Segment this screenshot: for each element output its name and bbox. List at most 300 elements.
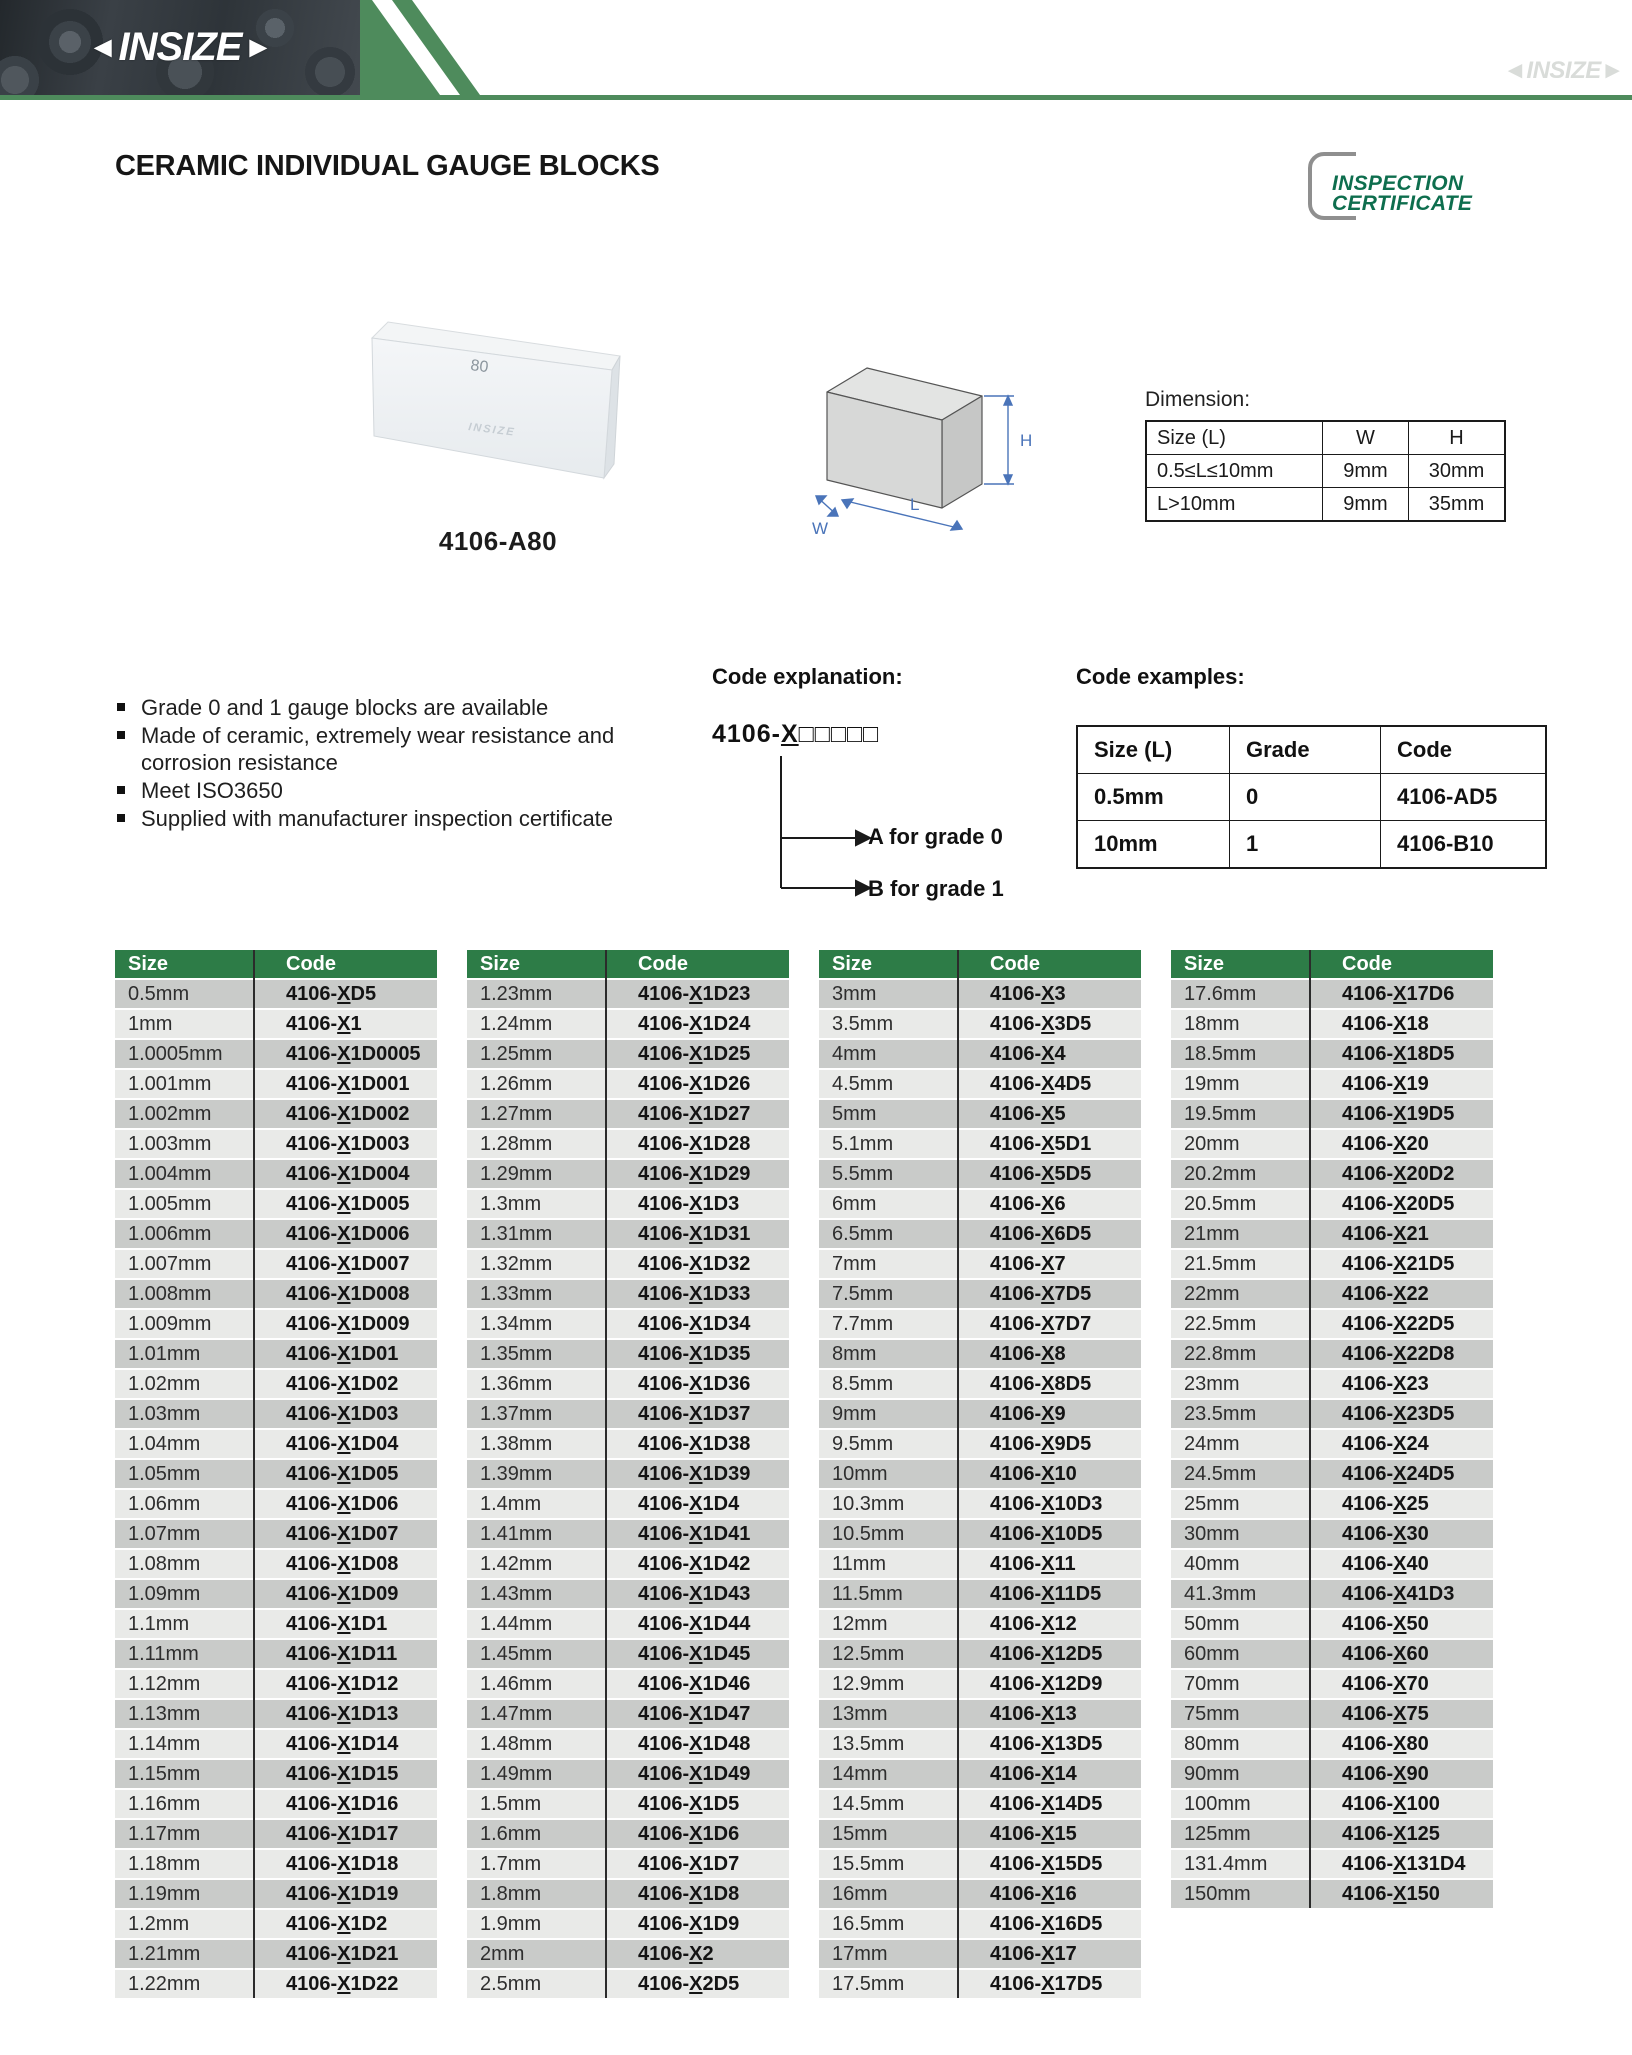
table-cell: 1.29mm xyxy=(467,1160,618,1188)
table-cell: 1.6mm xyxy=(467,1820,618,1848)
table-cell: 1.13mm xyxy=(115,1700,266,1728)
column-header: Size (L) xyxy=(1077,726,1230,774)
table-cell: 1.11mm xyxy=(115,1640,266,1668)
table-cell: 13mm xyxy=(819,1700,970,1728)
code-cell: 4106-X22 xyxy=(1322,1280,1493,1308)
code-cell: 4106-X1D28 xyxy=(618,1130,789,1158)
table-row xyxy=(115,1640,437,1668)
block-marking: 80 xyxy=(469,357,490,377)
table-cell: 10mm xyxy=(1077,821,1230,869)
code-cell: 4106-X10D5 xyxy=(970,1520,1141,1548)
code-examples-heading: Code examples: xyxy=(1076,664,1245,689)
diagram-label-w: W xyxy=(812,519,829,538)
table-row xyxy=(819,1940,1141,1968)
table-row xyxy=(467,1250,789,1278)
code-cell: 4106-X1D31 xyxy=(618,1220,789,1248)
block-brand-marking: INSIZE xyxy=(467,421,517,439)
code-cell: 4106-X1D24 xyxy=(618,1010,789,1038)
code-cell: 4106-X9D5 xyxy=(970,1430,1141,1458)
table-row xyxy=(1171,1730,1493,1758)
column-header: Code xyxy=(1381,726,1547,774)
table-row xyxy=(467,1040,789,1068)
table-cell: 1.24mm xyxy=(467,1010,618,1038)
table-row xyxy=(115,1040,437,1068)
table-row xyxy=(819,1790,1141,1818)
table-cell: 9mm xyxy=(1323,488,1409,522)
table-cell: 9.5mm xyxy=(819,1430,970,1458)
table-row xyxy=(115,1670,437,1698)
table-row xyxy=(115,1070,437,1098)
table-cell: 1.9mm xyxy=(467,1910,618,1938)
table-row xyxy=(1171,1790,1493,1818)
code-cell: 4106-X75 xyxy=(1322,1700,1493,1728)
table-row xyxy=(1171,1490,1493,1518)
table-row xyxy=(467,1760,789,1788)
table-cell: 5mm xyxy=(819,1100,970,1128)
table-cell: 25mm xyxy=(1171,1490,1322,1518)
table-row xyxy=(467,1010,789,1038)
table-cell: 1.08mm xyxy=(115,1550,266,1578)
table-cell: 24mm xyxy=(1171,1430,1322,1458)
badge-line1: INSPECTION xyxy=(1332,172,1464,195)
table-row xyxy=(819,1130,1141,1158)
code-cell: 4106-X1D23 xyxy=(618,980,789,1008)
code-explanation-heading: Code explanation: xyxy=(712,664,903,689)
table-cell: 125mm xyxy=(1171,1820,1322,1848)
table-cell: 1.4mm xyxy=(467,1490,618,1518)
code-cell: 4106-X1D006 xyxy=(266,1220,437,1248)
column-header-size: Size xyxy=(819,950,970,978)
code-cell: 4106-X19 xyxy=(1322,1070,1493,1098)
table-cell: 60mm xyxy=(1171,1640,1322,1668)
code-cell: 4106-X1D36 xyxy=(618,1370,789,1398)
table-row xyxy=(819,1460,1141,1488)
table-row xyxy=(819,1520,1141,1548)
code-cell: 4106-X20 xyxy=(1322,1130,1493,1158)
table-row xyxy=(819,1880,1141,1908)
logo-right-arrow-icon: ► xyxy=(243,30,273,64)
table-cell: 1.006mm xyxy=(115,1220,266,1248)
gauge-block-photo xyxy=(358,312,638,522)
table-cell: 14mm xyxy=(819,1760,970,1788)
table-row xyxy=(467,1580,789,1608)
code-cell: 4106-X19D5 xyxy=(1322,1100,1493,1128)
table-row xyxy=(467,1970,789,1998)
table-row xyxy=(467,1160,789,1188)
table-row xyxy=(1171,1520,1493,1548)
code-cell: 4106-X13 xyxy=(970,1700,1141,1728)
column-header-code: Code xyxy=(1322,950,1493,978)
code-cell: 4106-X8D5 xyxy=(970,1370,1141,1398)
code-cell: 4106-X7D5 xyxy=(970,1280,1141,1308)
table-cell: 7.5mm xyxy=(819,1280,970,1308)
code-cell: 4106-X20D5 xyxy=(1322,1190,1493,1218)
table-row xyxy=(819,1670,1141,1698)
table-row xyxy=(115,1820,437,1848)
table-cell: 3mm xyxy=(819,980,970,1008)
table-cell: 1.03mm xyxy=(115,1400,266,1428)
table-cell: 22mm xyxy=(1171,1280,1322,1308)
badge-line2: CERTIFICATE xyxy=(1332,192,1473,215)
table-cell: 11mm xyxy=(819,1550,970,1578)
table-cell: 1.09mm xyxy=(115,1580,266,1608)
table-row xyxy=(1171,980,1493,1008)
table-cell: 1.36mm xyxy=(467,1370,618,1398)
table-cell: 10mm xyxy=(819,1460,970,1488)
table-cell: 1.008mm xyxy=(115,1280,266,1308)
table-cell: 10.3mm xyxy=(819,1490,970,1518)
table-cell: 15mm xyxy=(819,1820,970,1848)
table-cell: 1.15mm xyxy=(115,1760,266,1788)
table-cell: 1.01mm xyxy=(115,1340,266,1368)
table-row xyxy=(1171,1340,1493,1368)
table-cell: 1mm xyxy=(115,1010,266,1038)
code-cell: 4106-X1D12 xyxy=(266,1670,437,1698)
feature-item: Grade 0 and 1 gauge blocks are available xyxy=(115,694,635,721)
table-row xyxy=(1171,1160,1493,1188)
code-cell: 4106-X1D33 xyxy=(618,1280,789,1308)
table-row xyxy=(115,1610,437,1638)
table-row xyxy=(115,1850,437,1878)
table-row xyxy=(467,1820,789,1848)
table-row xyxy=(115,1880,437,1908)
table-row xyxy=(467,1130,789,1158)
table-cell: 1.02mm xyxy=(115,1370,266,1398)
table-cell: 40mm xyxy=(1171,1550,1322,1578)
table-cell: 17.5mm xyxy=(819,1970,970,1998)
header-divider-line xyxy=(0,95,1632,100)
code-cell: 4106-X4D5 xyxy=(970,1070,1141,1098)
table-cell: 7mm xyxy=(819,1250,970,1278)
table-row xyxy=(467,1100,789,1128)
code-cell: 4106-X1D16 xyxy=(266,1790,437,1818)
code-cell: 4106-X1D7 xyxy=(618,1850,789,1878)
table-row xyxy=(115,1460,437,1488)
code-cell: 4106-X1D38 xyxy=(618,1430,789,1458)
code-cell: 4106-X1D14 xyxy=(266,1730,437,1758)
code-cell: 4106-X8 xyxy=(970,1340,1141,1368)
table-cell: 1.07mm xyxy=(115,1520,266,1548)
table-row xyxy=(467,1190,789,1218)
table-cell: 1.21mm xyxy=(115,1940,266,1968)
code-cell: 4106-X1D007 xyxy=(266,1250,437,1278)
table-row xyxy=(467,1070,789,1098)
code-cell: 4106-X1D37 xyxy=(618,1400,789,1428)
table-cell: 1.49mm xyxy=(467,1760,618,1788)
column-divider-line xyxy=(1309,950,1311,1908)
code-cell: 4106-X1D47 xyxy=(618,1700,789,1728)
code-cell: 4106-X131D4 xyxy=(1322,1850,1493,1878)
table-cell: 1.0005mm xyxy=(115,1040,266,1068)
code-cell: 4106-X1D8 xyxy=(618,1880,789,1908)
code-cell: 4106-X7D7 xyxy=(970,1310,1141,1338)
table-cell: 4mm xyxy=(819,1040,970,1068)
table-cell: 21mm xyxy=(1171,1220,1322,1248)
table-cell: 8mm xyxy=(819,1340,970,1368)
table-row xyxy=(819,1580,1141,1608)
table-cell: 20.5mm xyxy=(1171,1190,1322,1218)
column-header: H xyxy=(1409,421,1506,455)
code-cell: 4106-X12D9 xyxy=(970,1670,1141,1698)
table-cell: 16mm xyxy=(819,1880,970,1908)
table-cell: 1.003mm xyxy=(115,1130,266,1158)
product-code-label: 4106-A80 xyxy=(438,526,558,556)
code-cell: 4106-X12D5 xyxy=(970,1640,1141,1668)
table-row xyxy=(819,1010,1141,1038)
table-header-row xyxy=(819,950,1141,978)
table-row xyxy=(1171,1550,1493,1578)
column-divider-line xyxy=(957,950,959,1998)
code-cell: 4106-X1D25 xyxy=(618,1040,789,1068)
table-row xyxy=(819,1700,1141,1728)
table-row xyxy=(115,1520,437,1548)
table-row xyxy=(1146,455,1505,488)
table-cell: 1.004mm xyxy=(115,1160,266,1188)
table-cell: 1.18mm xyxy=(115,1850,266,1878)
table-cell: 35mm xyxy=(1409,488,1506,522)
table-row xyxy=(115,1490,437,1518)
table-row xyxy=(1171,1850,1493,1878)
table-row xyxy=(1171,1310,1493,1338)
code-cell: 4106-X1D41 xyxy=(618,1520,789,1548)
table-row xyxy=(1171,1040,1493,1068)
table-row xyxy=(467,980,789,1008)
code-cell: 4106-X13D5 xyxy=(970,1730,1141,1758)
table-cell: 23mm xyxy=(1171,1370,1322,1398)
table-cell: 1.001mm xyxy=(115,1070,266,1098)
table-cell: 24.5mm xyxy=(1171,1460,1322,1488)
code-examples-table xyxy=(1076,725,1547,869)
table-cell: 100mm xyxy=(1171,1790,1322,1818)
feature-item: Made of ceramic, extremely wear resistance and corrosion resistance xyxy=(115,722,635,776)
table-cell: 23.5mm xyxy=(1171,1400,1322,1428)
table-row xyxy=(467,1340,789,1368)
code-cell: 4106-X1D05 xyxy=(266,1460,437,1488)
table-cell: 30mm xyxy=(1171,1520,1322,1548)
table-row xyxy=(819,1760,1141,1788)
table-row xyxy=(819,1370,1141,1398)
code-cell: 4106-X21D5 xyxy=(1322,1250,1493,1278)
table-row xyxy=(467,1460,789,1488)
table-row xyxy=(467,1940,789,1968)
code-cell: 4106-X50 xyxy=(1322,1610,1493,1638)
table-row xyxy=(1171,1100,1493,1128)
code-cell: 4106-X125 xyxy=(1322,1820,1493,1848)
page-title: CERAMIC INDIVIDUAL GAUGE BLOCKS xyxy=(115,150,660,182)
code-cell: 4106-X3 xyxy=(970,980,1141,1008)
code-cell: 4106-X80 xyxy=(1322,1730,1493,1758)
table-cell: 30mm xyxy=(1409,455,1506,488)
table-cell: 1.37mm xyxy=(467,1400,618,1428)
table-row xyxy=(1171,1010,1493,1038)
table-row xyxy=(1171,1130,1493,1158)
code-cell: 4106-X1D009 xyxy=(266,1310,437,1338)
insize-watermark: ◄INSIZE► xyxy=(1503,57,1624,84)
table-cell: 20mm xyxy=(1171,1130,1322,1158)
code-cell: 4106-X18D5 xyxy=(1322,1040,1493,1068)
code-cell: 4106-X1D003 xyxy=(266,1130,437,1158)
table-header-row xyxy=(467,950,789,978)
code-cell: 4106-X23 xyxy=(1322,1370,1493,1398)
table-cell: 5.1mm xyxy=(819,1130,970,1158)
table-row xyxy=(1077,821,1546,869)
code-cell: 4106-X1D01 xyxy=(266,1340,437,1368)
code-cell: 4106-X5D5 xyxy=(970,1160,1141,1188)
table-cell: 1.28mm xyxy=(467,1130,618,1158)
table-cell: 1.27mm xyxy=(467,1100,618,1128)
table-cell: 1.45mm xyxy=(467,1640,618,1668)
insize-logo xyxy=(88,25,272,70)
size-code-table-4 xyxy=(1171,948,1493,1910)
table-row xyxy=(467,1310,789,1338)
table-cell: 1.04mm xyxy=(115,1430,266,1458)
code-cell: 4106-X1D44 xyxy=(618,1610,789,1638)
code-cell: 4106-X100 xyxy=(1322,1790,1493,1818)
table-cell: 150mm xyxy=(1171,1880,1322,1908)
code-cell: 4106-X1D11 xyxy=(266,1640,437,1668)
table-cell: 0.5mm xyxy=(1077,774,1230,821)
table-row xyxy=(467,1790,789,1818)
table-row xyxy=(819,1550,1141,1578)
table-cell: 2.5mm xyxy=(467,1970,618,1998)
code-cell: 4106-X25 xyxy=(1322,1490,1493,1518)
table-cell: 70mm xyxy=(1171,1670,1322,1698)
table-cell: 1.33mm xyxy=(467,1280,618,1308)
table-row xyxy=(819,1640,1141,1668)
table-row xyxy=(1171,1400,1493,1428)
table-cell: 16.5mm xyxy=(819,1910,970,1938)
table-row xyxy=(115,1700,437,1728)
code-cell: 4106-X1D18 xyxy=(266,1850,437,1878)
table-row xyxy=(1171,1250,1493,1278)
table-cell: 14.5mm xyxy=(819,1790,970,1818)
code-cell: 4106-X1D15 xyxy=(266,1760,437,1788)
table-row xyxy=(467,1640,789,1668)
code-cell: 4106-X40 xyxy=(1322,1550,1493,1578)
column-header: Size (L) xyxy=(1146,421,1323,455)
table-row xyxy=(115,1370,437,1398)
table-cell: 1 xyxy=(1230,821,1381,869)
code-cell: 4106-X1D27 xyxy=(618,1100,789,1128)
table-cell: 22.8mm xyxy=(1171,1340,1322,1368)
code-cell: 4106-X12 xyxy=(970,1610,1141,1638)
table-cell: 1.2mm xyxy=(115,1910,266,1938)
table-cell: 1.34mm xyxy=(467,1310,618,1338)
table-cell: 1.46mm xyxy=(467,1670,618,1698)
table-row xyxy=(1171,1610,1493,1638)
code-cell: 4106-X21 xyxy=(1322,1220,1493,1248)
table-cell: 1.44mm xyxy=(467,1610,618,1638)
code-cell: 4106-X1D1 xyxy=(266,1610,437,1638)
table-header-row xyxy=(1146,421,1505,455)
table-cell: 13.5mm xyxy=(819,1730,970,1758)
table-row xyxy=(1171,1280,1493,1308)
table-cell: 7.7mm xyxy=(819,1310,970,1338)
table-row xyxy=(115,1250,437,1278)
table-row xyxy=(115,1940,437,1968)
table-row xyxy=(115,1280,437,1308)
code-cell: 4106-X4 xyxy=(970,1040,1141,1068)
table-cell: 1.26mm xyxy=(467,1070,618,1098)
code-cell: 4106-X41D3 xyxy=(1322,1580,1493,1608)
table-row xyxy=(467,1550,789,1578)
table-row xyxy=(115,1400,437,1428)
table-row xyxy=(819,1250,1141,1278)
code-cell: 4106-X3D5 xyxy=(970,1010,1141,1038)
inspection-certificate-badge xyxy=(1308,152,1518,218)
table-row xyxy=(115,1340,437,1368)
table-cell: 21.5mm xyxy=(1171,1250,1322,1278)
code-cell: 4106-X1D22 xyxy=(266,1970,437,1998)
table-cell: 1.007mm xyxy=(115,1250,266,1278)
code-cell: 4106-X16D5 xyxy=(970,1910,1141,1938)
code-cell: 4106-X1D04 xyxy=(266,1430,437,1458)
code-pattern: 4106-X□□□□□ xyxy=(712,720,880,748)
table-cell: 19mm xyxy=(1171,1070,1322,1098)
dimension-heading: Dimension: xyxy=(1145,388,1251,411)
header-machinery-photo xyxy=(0,0,360,95)
size-code-table-2 xyxy=(467,948,789,2000)
code-cell: 4106-X1D49 xyxy=(618,1760,789,1788)
table-row xyxy=(1171,1220,1493,1248)
table-cell: 8.5mm xyxy=(819,1370,970,1398)
code-cell: 4106-X1D42 xyxy=(618,1550,789,1578)
code-cell: 4106-X15D5 xyxy=(970,1850,1141,1878)
table-cell: 2mm xyxy=(467,1940,618,1968)
code-cell: 4106-X1D5 xyxy=(618,1790,789,1818)
table-row xyxy=(819,1820,1141,1848)
column-header: Grade xyxy=(1230,726,1381,774)
table-row xyxy=(819,1490,1141,1518)
code-cell: 4106-X20D2 xyxy=(1322,1160,1493,1188)
table-cell: 1.17mm xyxy=(115,1820,266,1848)
dimension-diagram xyxy=(812,358,1047,540)
table-cell: 1.31mm xyxy=(467,1220,618,1248)
code-cell: 4106-X2 xyxy=(618,1940,789,1968)
table-cell: 18.5mm xyxy=(1171,1040,1322,1068)
table-cell: 3.5mm xyxy=(819,1010,970,1038)
size-code-table-3 xyxy=(819,948,1141,2000)
code-cell: 4106-X1D08 xyxy=(266,1550,437,1578)
table-row xyxy=(1146,488,1505,522)
table-cell: 1.42mm xyxy=(467,1550,618,1578)
table-row xyxy=(1171,1670,1493,1698)
code-cell: 4106-X60 xyxy=(1322,1640,1493,1668)
code-cell: 4106-X1D9 xyxy=(618,1910,789,1938)
code-cell: 4106-X9 xyxy=(970,1400,1141,1428)
code-cell: 4106-X1D45 xyxy=(618,1640,789,1668)
table-cell: 1.009mm xyxy=(115,1310,266,1338)
table-row xyxy=(115,1160,437,1188)
column-header: W xyxy=(1323,421,1409,455)
code-cell: 4106-X24D5 xyxy=(1322,1460,1493,1488)
code-cell: 4106-X16 xyxy=(970,1880,1141,1908)
column-header-size: Size xyxy=(115,950,266,978)
table-row xyxy=(1171,1430,1493,1458)
column-header-code: Code xyxy=(618,950,789,978)
table-row xyxy=(819,1430,1141,1458)
table-row xyxy=(1171,1760,1493,1788)
code-cell: 4106-X1D26 xyxy=(618,1070,789,1098)
table-row xyxy=(1171,1580,1493,1608)
table-cell: L>10mm xyxy=(1146,488,1323,522)
table-cell: 1.22mm xyxy=(115,1970,266,1998)
code-cell: 4106-X17D6 xyxy=(1322,980,1493,1008)
table-cell: 4.5mm xyxy=(819,1070,970,1098)
code-cell: 4106-X1D008 xyxy=(266,1280,437,1308)
table-row xyxy=(1171,1880,1493,1908)
table-cell: 90mm xyxy=(1171,1760,1322,1788)
